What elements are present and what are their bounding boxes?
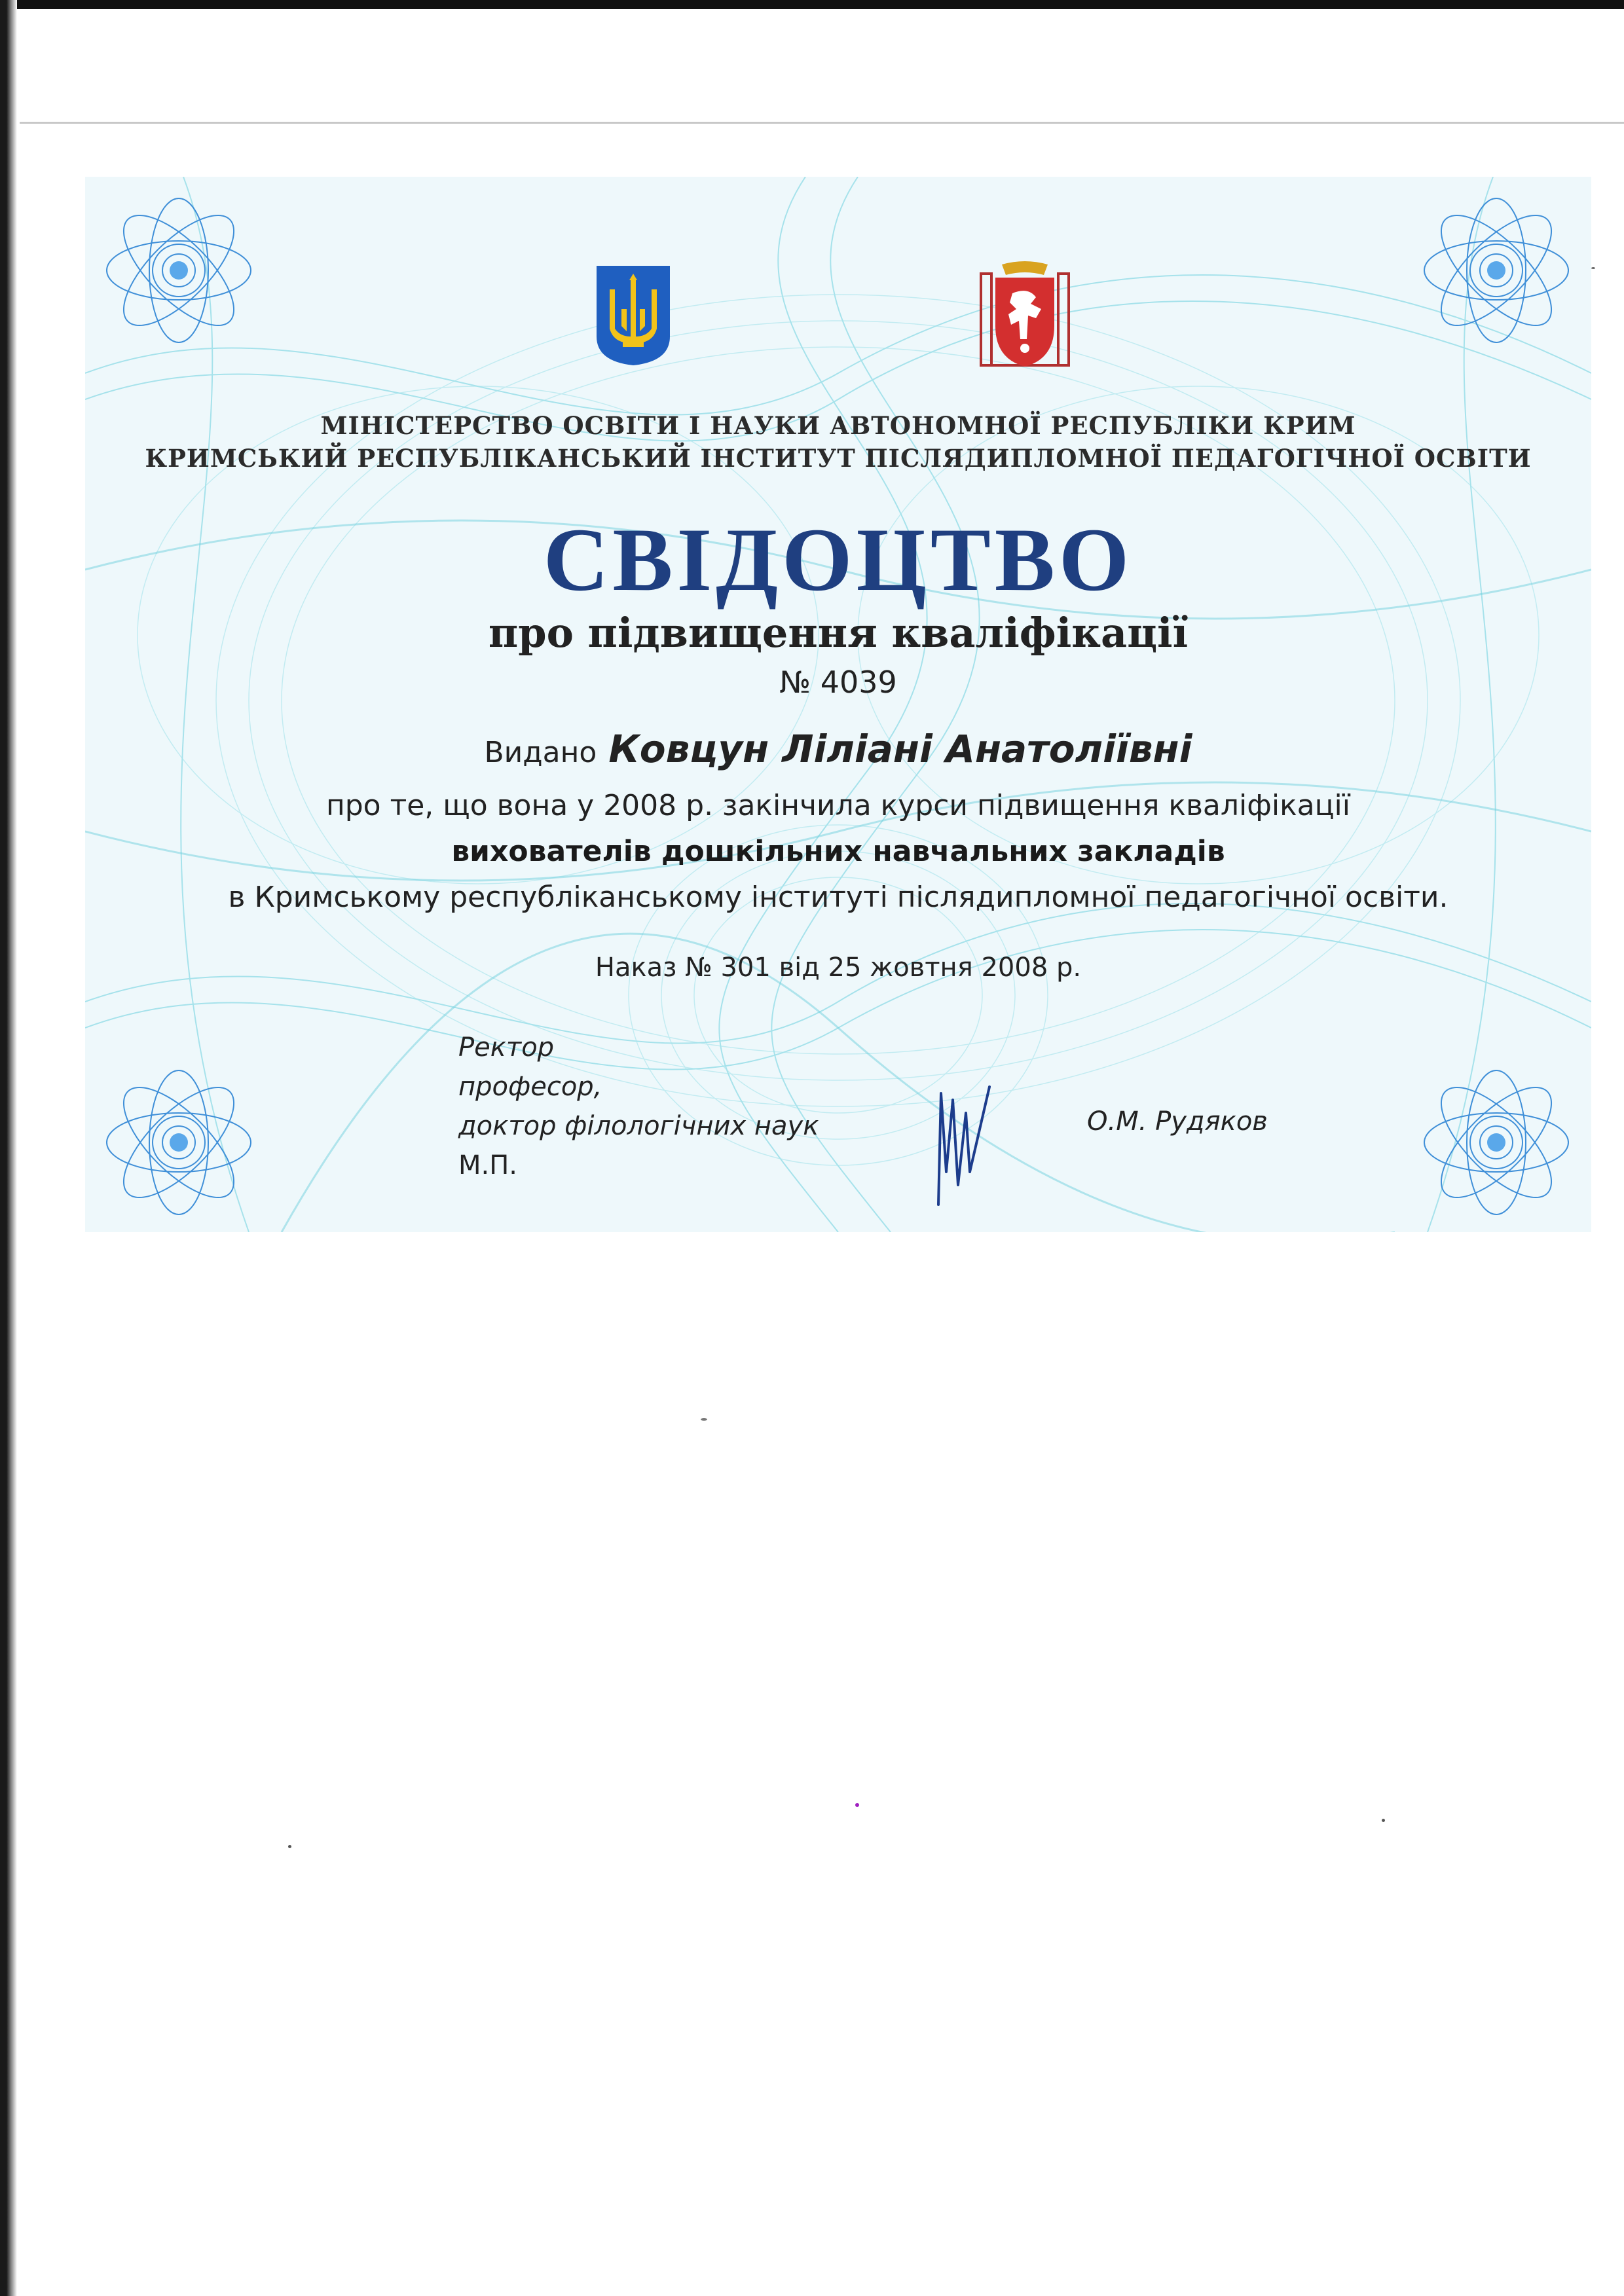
scan-fold-line	[20, 122, 1624, 124]
corner-rosette-icon	[97, 189, 261, 352]
document-subtitle: про підвищення кваліфікації	[488, 609, 1189, 657]
issued-to-row	[85, 727, 1591, 771]
corner-rosette-icon	[1414, 189, 1578, 352]
scan-speck	[701, 1418, 707, 1421]
institute-name: КРИМСЬКИЙ РЕСПУБЛІКАНСЬКИЙ ІНСТИТУТ ПІСЛЯДИПЛОМНОЇ ПЕДАГОГІЧНОЇ ОСВІТИ	[145, 444, 1532, 473]
recipient-name: Ковцун Ліліані Анатоліївні	[608, 727, 1192, 771]
completion-text: про те, що вона у 2008 р. закінчила курси підвищення кваліфікації	[325, 789, 1351, 822]
ministry-name: МІНІСТЕРСТВО ОСВІТИ І НАУКИ АВТОНОМНОЇ РЕСПУБЛІКИ КРИМ	[320, 411, 1356, 440]
scan-speck	[288, 1845, 291, 1848]
scan-speck	[1591, 267, 1595, 269]
corner-rosette-icon	[97, 1061, 261, 1224]
certificate-number: № 4039	[779, 665, 897, 700]
scan-left-edge	[0, 0, 17, 2296]
signer-name: О.М. Рудяков	[1087, 1106, 1268, 1137]
training-place: в Кримському республіканському інституті післядипломної педагогічної освіти.	[228, 881, 1449, 914]
scan-top-edge	[0, 0, 1624, 9]
ukraine-coat-of-arms-icon	[594, 263, 673, 368]
scan-speck	[855, 1803, 859, 1807]
order-reference: Наказ № 301 від 25 жовтня 2008 р.	[595, 953, 1082, 983]
crimea-coat-of-arms-icon	[976, 261, 1074, 372]
document-title: СВІДОЦТВО	[543, 509, 1134, 610]
stamp-place: М.П.	[458, 1150, 518, 1180]
signatory-block	[458, 1028, 819, 1185]
handwritten-signature	[927, 1074, 999, 1211]
issued-label: Видано	[484, 736, 597, 769]
corner-rosette-icon	[1414, 1061, 1578, 1224]
scan-speck	[1382, 1819, 1385, 1822]
signatory-position: Ректор	[458, 1032, 555, 1063]
signatory-degree: доктор філологічних наук	[458, 1111, 819, 1141]
certificate	[85, 177, 1591, 1232]
signatory-title: професор,	[458, 1072, 602, 1102]
course-name: вихователів дошкільних навчальних закладів	[451, 835, 1225, 868]
guilloche-background	[85, 177, 1591, 1232]
